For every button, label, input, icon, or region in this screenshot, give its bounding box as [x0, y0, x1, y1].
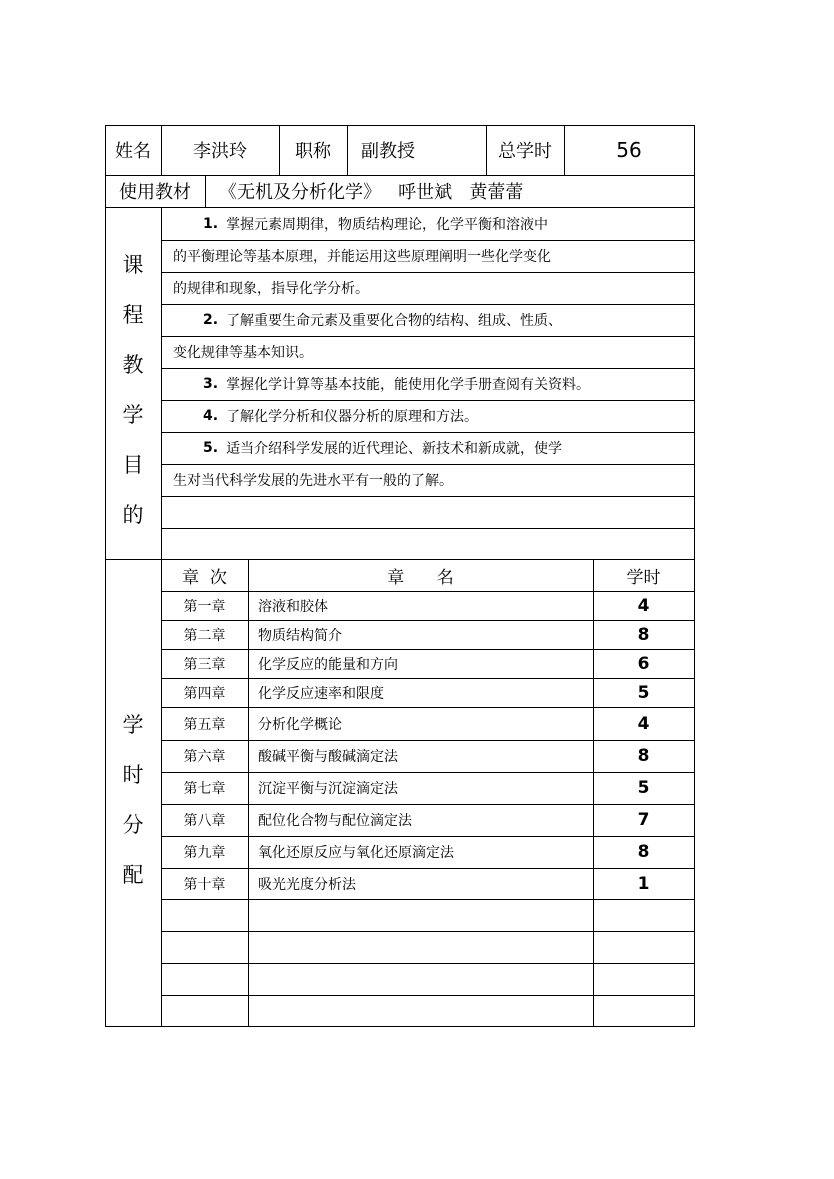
objective-text: 掌握化学计算等基本技能，能使用化学手册查阅有关资料。: [226, 377, 591, 393]
chapter-name-cell: 物质结构简介: [258, 627, 342, 644]
chapter-hours-cell: [593, 963, 694, 995]
grid-line: [105, 559, 695, 560]
grid-line: [161, 740, 695, 741]
chapter-name-cell: 分析化学概论: [258, 716, 342, 733]
objective-text: 了解化学分析和仪器分析的原理和方法。: [226, 409, 479, 425]
objective-line: [161, 336, 694, 368]
chapter-number-cell: 第二章: [183, 627, 226, 644]
name-value: 李洪玲: [193, 141, 247, 162]
chapter-number-cell: [161, 931, 248, 963]
grid-line: [161, 336, 695, 337]
grid-line: [105, 207, 695, 208]
name-label: 姓名: [115, 141, 151, 162]
grid-line: [161, 368, 695, 369]
objective-number: 5.: [203, 440, 219, 456]
grid-line: [161, 272, 695, 273]
objective-text: 变化规律等基本知识。: [173, 345, 313, 361]
objectives-label: [105, 240, 161, 540]
chapter-number-cell: 第七章: [183, 781, 226, 797]
grid-line: [161, 240, 695, 241]
chapter-number-cell: 第一章: [183, 598, 226, 615]
allocation-label-char: 学: [122, 713, 144, 737]
grid-line: [593, 559, 594, 1027]
objective-line: [161, 208, 694, 240]
chapter-number-cell: 第六章: [183, 749, 226, 765]
grid-line: [564, 125, 565, 176]
grid-line: [161, 207, 162, 1027]
grid-line: [347, 125, 348, 176]
title-label: 职称: [295, 141, 331, 162]
chapter-hours-cell: 7: [637, 810, 650, 830]
objective-text: 生对当代科学发展的先进水平有一般的了解。: [173, 473, 453, 489]
grid-line: [105, 1026, 695, 1027]
objective-line: [161, 304, 694, 336]
col-hours-header: 学时: [626, 568, 661, 588]
textbook-value: 《无机及分析化学》 呼世斌 黄蕾蕾: [219, 182, 524, 203]
chapter-name-cell: 吸光光度分析法: [258, 876, 356, 893]
grid-line: [105, 125, 106, 1027]
grid-line: [161, 620, 695, 621]
grid-line: [161, 707, 695, 708]
allocation-label-char: 配: [122, 863, 144, 887]
objective-number: 2.: [203, 312, 219, 328]
chapter-hours-cell: [593, 995, 694, 1026]
objectives-label-char: 程: [122, 303, 144, 327]
objective-line: [161, 464, 694, 496]
objective-text: 的平衡理论等基本原理，并能运用这些原理阐明一些化学变化: [173, 249, 551, 265]
objective-number: 3.: [203, 376, 219, 392]
grid-line: [161, 432, 695, 433]
grid-line: [161, 591, 695, 592]
chapter-hours-cell: 4: [637, 713, 650, 734]
grid-line: [161, 899, 695, 900]
chapter-name-cell: 氧化还原反应与氧化还原滴定法: [258, 845, 454, 861]
chapter-number-cell: [161, 995, 248, 1026]
grid-line: [105, 175, 695, 176]
chapter-name-cell: [248, 995, 593, 1026]
chapter-hours-cell: 8: [637, 842, 650, 862]
chapter-name-cell: 配位化合物与配位滴定法: [258, 813, 412, 829]
grid-line: [694, 125, 695, 1027]
chapter-name-cell: 化学反应速率和限度: [258, 685, 384, 702]
chapter-name-cell: 溶液和胶体: [258, 598, 328, 615]
grid-line: [161, 804, 695, 805]
objective-line: [161, 400, 694, 432]
chapter-hours-cell: 5: [637, 778, 650, 798]
grid-line: [248, 559, 249, 1027]
chapter-name-cell: 化学反应的能量和方向: [258, 656, 398, 673]
grid-line: [161, 528, 695, 529]
objectives-label-char: 学: [122, 403, 144, 427]
grid-line: [161, 995, 695, 996]
objective-text: 了解重要生命元素及重要化合物的结构、组成、性质、: [226, 313, 563, 329]
col-chapter-header: 章 次: [182, 568, 227, 588]
objectives-label-char: 课: [122, 253, 144, 277]
chapter-name-cell: 酸碱平衡与酸碱滴定法: [258, 749, 398, 765]
objective-line: [161, 528, 694, 560]
title-value: 副教授: [361, 141, 415, 162]
chapter-hours-cell: 5: [637, 682, 650, 703]
grid-line: [161, 931, 695, 932]
objective-text: 的规律和现象，指导化学分析。: [173, 281, 369, 297]
chapter-hours-cell: 1: [637, 873, 650, 894]
objective-text: 适当介绍科学发展的近代理论、新技术和新成就，使学: [226, 441, 563, 457]
chapter-number-cell: 第九章: [183, 845, 226, 861]
chapter-number-cell: [161, 899, 248, 931]
chapter-hours-cell: 8: [637, 746, 650, 766]
grid-line: [161, 304, 695, 305]
chapter-number-cell: 第十章: [183, 876, 226, 893]
grid-line: [105, 125, 695, 126]
grid-line: [486, 125, 487, 176]
chapter-hours-cell: [593, 899, 694, 931]
grid-line: [161, 836, 695, 837]
objective-number: 1.: [203, 216, 219, 232]
grid-line: [279, 125, 280, 176]
grid-line: [205, 175, 206, 208]
objective-text: 掌握元素周期律，物质结构理论，化学平衡和溶液中: [226, 217, 549, 233]
total-hours-label: 总学时: [498, 141, 552, 162]
grid-line: [161, 868, 695, 869]
chapter-name-cell: [248, 899, 593, 931]
chapter-number-cell: 第三章: [183, 656, 226, 673]
objectives-label-char: 目: [122, 453, 144, 477]
grid-line: [161, 400, 695, 401]
chapter-hours-cell: 6: [637, 653, 650, 674]
chapter-name-cell: 沉淀平衡与沉淀滴定法: [258, 781, 398, 797]
chapter-name-cell: [248, 931, 593, 963]
objective-line: [161, 432, 694, 464]
objectives-label-char: 的: [122, 503, 144, 527]
allocation-label-char: 分: [122, 813, 144, 837]
allocation-label-char: 时: [122, 763, 144, 787]
grid-line: [161, 649, 695, 650]
grid-line: [161, 678, 695, 679]
objectives-label-char: 教: [122, 353, 144, 377]
chapter-hours-cell: [593, 931, 694, 963]
chapter-number-cell: 第五章: [183, 716, 226, 733]
chapter-number-cell: [161, 963, 248, 995]
textbook-label: 使用教材: [119, 182, 191, 203]
total-hours-value: 56: [616, 138, 642, 162]
grid-line: [161, 464, 695, 465]
grid-line: [161, 125, 162, 176]
grid-line: [161, 772, 695, 773]
objective-number: 4.: [203, 408, 219, 424]
grid-line: [161, 963, 695, 964]
grid-line: [161, 496, 695, 497]
chapter-number-cell: 第四章: [183, 685, 226, 702]
chapter-name-cell: [248, 963, 593, 995]
col-name-header: 章 名: [387, 568, 454, 588]
chapter-hours-cell: 8: [637, 624, 650, 645]
objective-line: [161, 272, 694, 304]
objective-line: [161, 240, 694, 272]
chapter-number-cell: 第八章: [183, 813, 226, 829]
objective-line: [161, 368, 694, 400]
allocation-label: [105, 700, 161, 900]
objective-line: [161, 496, 694, 528]
chapter-hours-cell: 4: [637, 595, 650, 616]
